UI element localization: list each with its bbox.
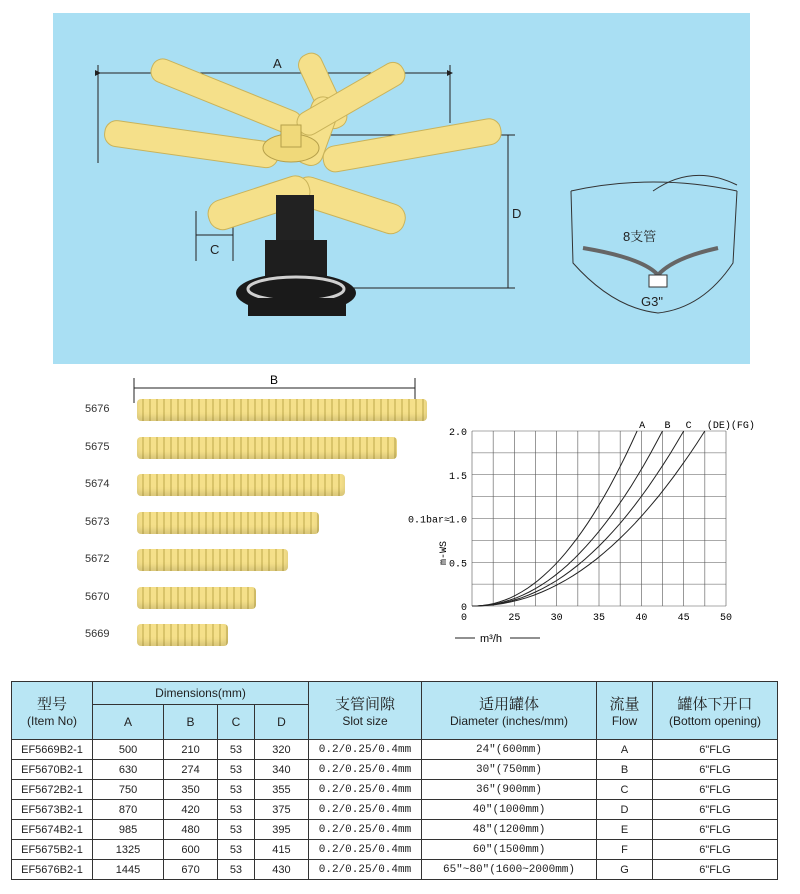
- cell-diameter: 40"(1000mm): [422, 800, 597, 820]
- y-tick-label: 0.5: [448, 559, 467, 571]
- cell-slot: 0.2/0.25/0.4mm: [309, 780, 422, 800]
- cell-d: 415: [254, 840, 308, 860]
- series-label: A: [639, 421, 646, 432]
- cell-opening: 6"FLG: [653, 820, 778, 840]
- header-model-cn: 型号: [36, 696, 67, 713]
- cell-a: 1325: [93, 840, 164, 860]
- tank-label: 8支管: [623, 229, 657, 244]
- cell-b: 274: [164, 760, 218, 780]
- cell-b: 600: [164, 840, 218, 860]
- cell-opening: 6"FLG: [653, 740, 778, 760]
- cell-diameter: 60"(1500mm): [422, 840, 597, 860]
- cell-d: 395: [254, 820, 308, 840]
- header-dimensions: Dimensions(mm): [93, 682, 309, 705]
- header-a: A: [93, 705, 164, 740]
- cell-c: 53: [217, 820, 254, 840]
- x-axis-label: m³/h: [480, 633, 502, 645]
- tank-outline-icon: [571, 175, 737, 313]
- lateral-code: 5672: [85, 553, 110, 565]
- lateral-tube: [137, 399, 427, 421]
- cell-slot: 0.2/0.25/0.4mm: [309, 860, 422, 880]
- lateral-code: 5673: [85, 515, 110, 528]
- table-row: [12, 860, 778, 880]
- cell-flow: B: [597, 760, 653, 780]
- header-c: C: [217, 705, 254, 740]
- header-model-en: (Item No): [26, 714, 77, 728]
- header-tank-cn: 适用罐体: [478, 696, 539, 713]
- cell-slot: 0.2/0.25/0.4mm: [309, 800, 422, 820]
- header-tank-en: Diameter (inches/mm): [449, 714, 569, 728]
- cell-flow: E: [597, 820, 653, 840]
- header-slot-en: Slot size: [342, 714, 388, 728]
- y-tick-label: 2.0: [448, 428, 467, 439]
- cell-flow: D: [597, 800, 653, 820]
- cell-d: 430: [254, 860, 308, 880]
- series-label: (DE)(FG): [706, 421, 755, 432]
- header-flow-cn: 流量: [609, 696, 640, 713]
- x-tick-label: 35: [592, 613, 606, 624]
- y-annotation: 0.1bar≈: [408, 515, 451, 527]
- x-tick-label: 30: [550, 613, 563, 624]
- dim-b-label: B: [270, 373, 279, 387]
- table-row: [12, 760, 778, 780]
- cell-diameter: 48"(1200mm): [422, 820, 597, 840]
- cell-d: 340: [254, 760, 308, 780]
- cell-diameter: 65"~80"(1600~2000mm): [422, 860, 597, 880]
- y-axis-label: m-WS: [439, 540, 450, 565]
- cell-slot: 0.2/0.25/0.4mm: [309, 740, 422, 760]
- table-row: [12, 780, 778, 800]
- cell-item: EF5669B2-1: [12, 740, 93, 760]
- cell-b: 350: [164, 780, 218, 800]
- lateral-tube: [137, 437, 397, 459]
- header-opening-en: (Bottom opening): [668, 714, 762, 728]
- x-tick-label: 0: [460, 613, 468, 624]
- cell-opening: 6"FLG: [653, 840, 778, 860]
- header-opening-cn: 罐体下开口: [677, 696, 753, 713]
- table-row: [12, 740, 778, 760]
- table-row: [12, 820, 778, 840]
- cell-b: 480: [164, 820, 218, 840]
- cell-item: EF5672B2-1: [12, 780, 93, 800]
- x-tick-label: 40: [635, 613, 648, 624]
- cell-a: 500: [93, 740, 164, 760]
- x-tick-label: 45: [677, 613, 690, 624]
- header-slot-cn: 支管间隙: [334, 696, 395, 713]
- series-label: B: [664, 421, 671, 432]
- cell-item: EF5670B2-1: [12, 760, 93, 780]
- cell-a: 870: [93, 800, 164, 820]
- y-tick-label: 1.0: [448, 515, 467, 527]
- distributor-illustration: [53, 13, 750, 364]
- cell-item: EF5676B2-1: [12, 860, 93, 880]
- cell-slot: 0.2/0.25/0.4mm: [309, 840, 422, 860]
- x-tick-label: 25: [508, 613, 521, 624]
- lateral-tube: [137, 474, 345, 496]
- cell-slot: 0.2/0.25/0.4mm: [309, 760, 422, 780]
- cell-b: 420: [164, 800, 218, 820]
- cell-c: 53: [217, 760, 254, 780]
- cell-c: 53: [217, 740, 254, 760]
- y-tick-label: 1.5: [448, 471, 467, 483]
- lateral-tube: [137, 549, 288, 571]
- header-b: B: [164, 705, 218, 740]
- cell-a: 750: [93, 780, 164, 800]
- cell-d: 320: [254, 740, 308, 760]
- table-row: [12, 840, 778, 860]
- cell-c: 53: [217, 780, 254, 800]
- flow-chart-svg: [400, 415, 760, 655]
- cell-c: 53: [217, 840, 254, 860]
- cell-d: 375: [254, 800, 308, 820]
- lateral-sizes: [85, 368, 445, 658]
- lateral-code: 5674: [85, 478, 110, 490]
- cell-opening: 6"FLG: [653, 760, 778, 780]
- x-tick-label: 50: [719, 613, 733, 624]
- lateral-code: 5670: [85, 590, 110, 603]
- cell-flow: C: [597, 780, 653, 800]
- cell-item: EF5673B2-1: [12, 800, 93, 820]
- cell-flow: A: [597, 740, 653, 760]
- cell-diameter: 24"(600mm): [422, 740, 597, 760]
- cell-c: 53: [217, 860, 254, 880]
- header-flow-en: Flow: [611, 714, 638, 728]
- cell-d: 355: [254, 780, 308, 800]
- cell-a: 630: [93, 760, 164, 780]
- spec-table-body: [12, 740, 778, 880]
- cell-a: 1445: [93, 860, 164, 880]
- series-label: C: [685, 421, 692, 432]
- cell-slot: 0.2/0.25/0.4mm: [309, 820, 422, 840]
- cell-item: EF5675B2-1: [12, 840, 93, 860]
- flow-chart: [400, 415, 760, 655]
- lateral-tube: [137, 624, 228, 646]
- cell-c: 53: [217, 800, 254, 820]
- cell-b: 210: [164, 740, 218, 760]
- spec-table: [11, 681, 778, 880]
- dim-d-label: D: [512, 206, 522, 221]
- cell-b: 670: [164, 860, 218, 880]
- lateral-code: 5675: [85, 440, 110, 453]
- tank-port-label: G3": [641, 294, 663, 309]
- cell-flow: G: [597, 860, 653, 880]
- cell-opening: 6"FLG: [653, 860, 778, 880]
- lateral-tube: [137, 512, 319, 534]
- lateral-code: 5669: [85, 628, 110, 640]
- lateral-tube: [137, 587, 256, 609]
- cell-diameter: 36"(900mm): [422, 780, 597, 800]
- cell-diameter: 30"(750mm): [422, 760, 597, 780]
- lateral-code: 5676: [85, 403, 110, 415]
- dim-a-label: A: [273, 56, 282, 71]
- cell-opening: 6"FLG: [653, 780, 778, 800]
- header-d: D: [254, 705, 308, 740]
- product-photo: [53, 13, 750, 364]
- dim-c-label: C: [210, 242, 220, 257]
- cell-flow: F: [597, 840, 653, 860]
- table-row: [12, 800, 778, 820]
- cell-opening: 6"FLG: [653, 800, 778, 820]
- cell-a: 985: [93, 820, 164, 840]
- cell-item: EF5674B2-1: [12, 820, 93, 840]
- y-tick-label: 0: [460, 603, 467, 614]
